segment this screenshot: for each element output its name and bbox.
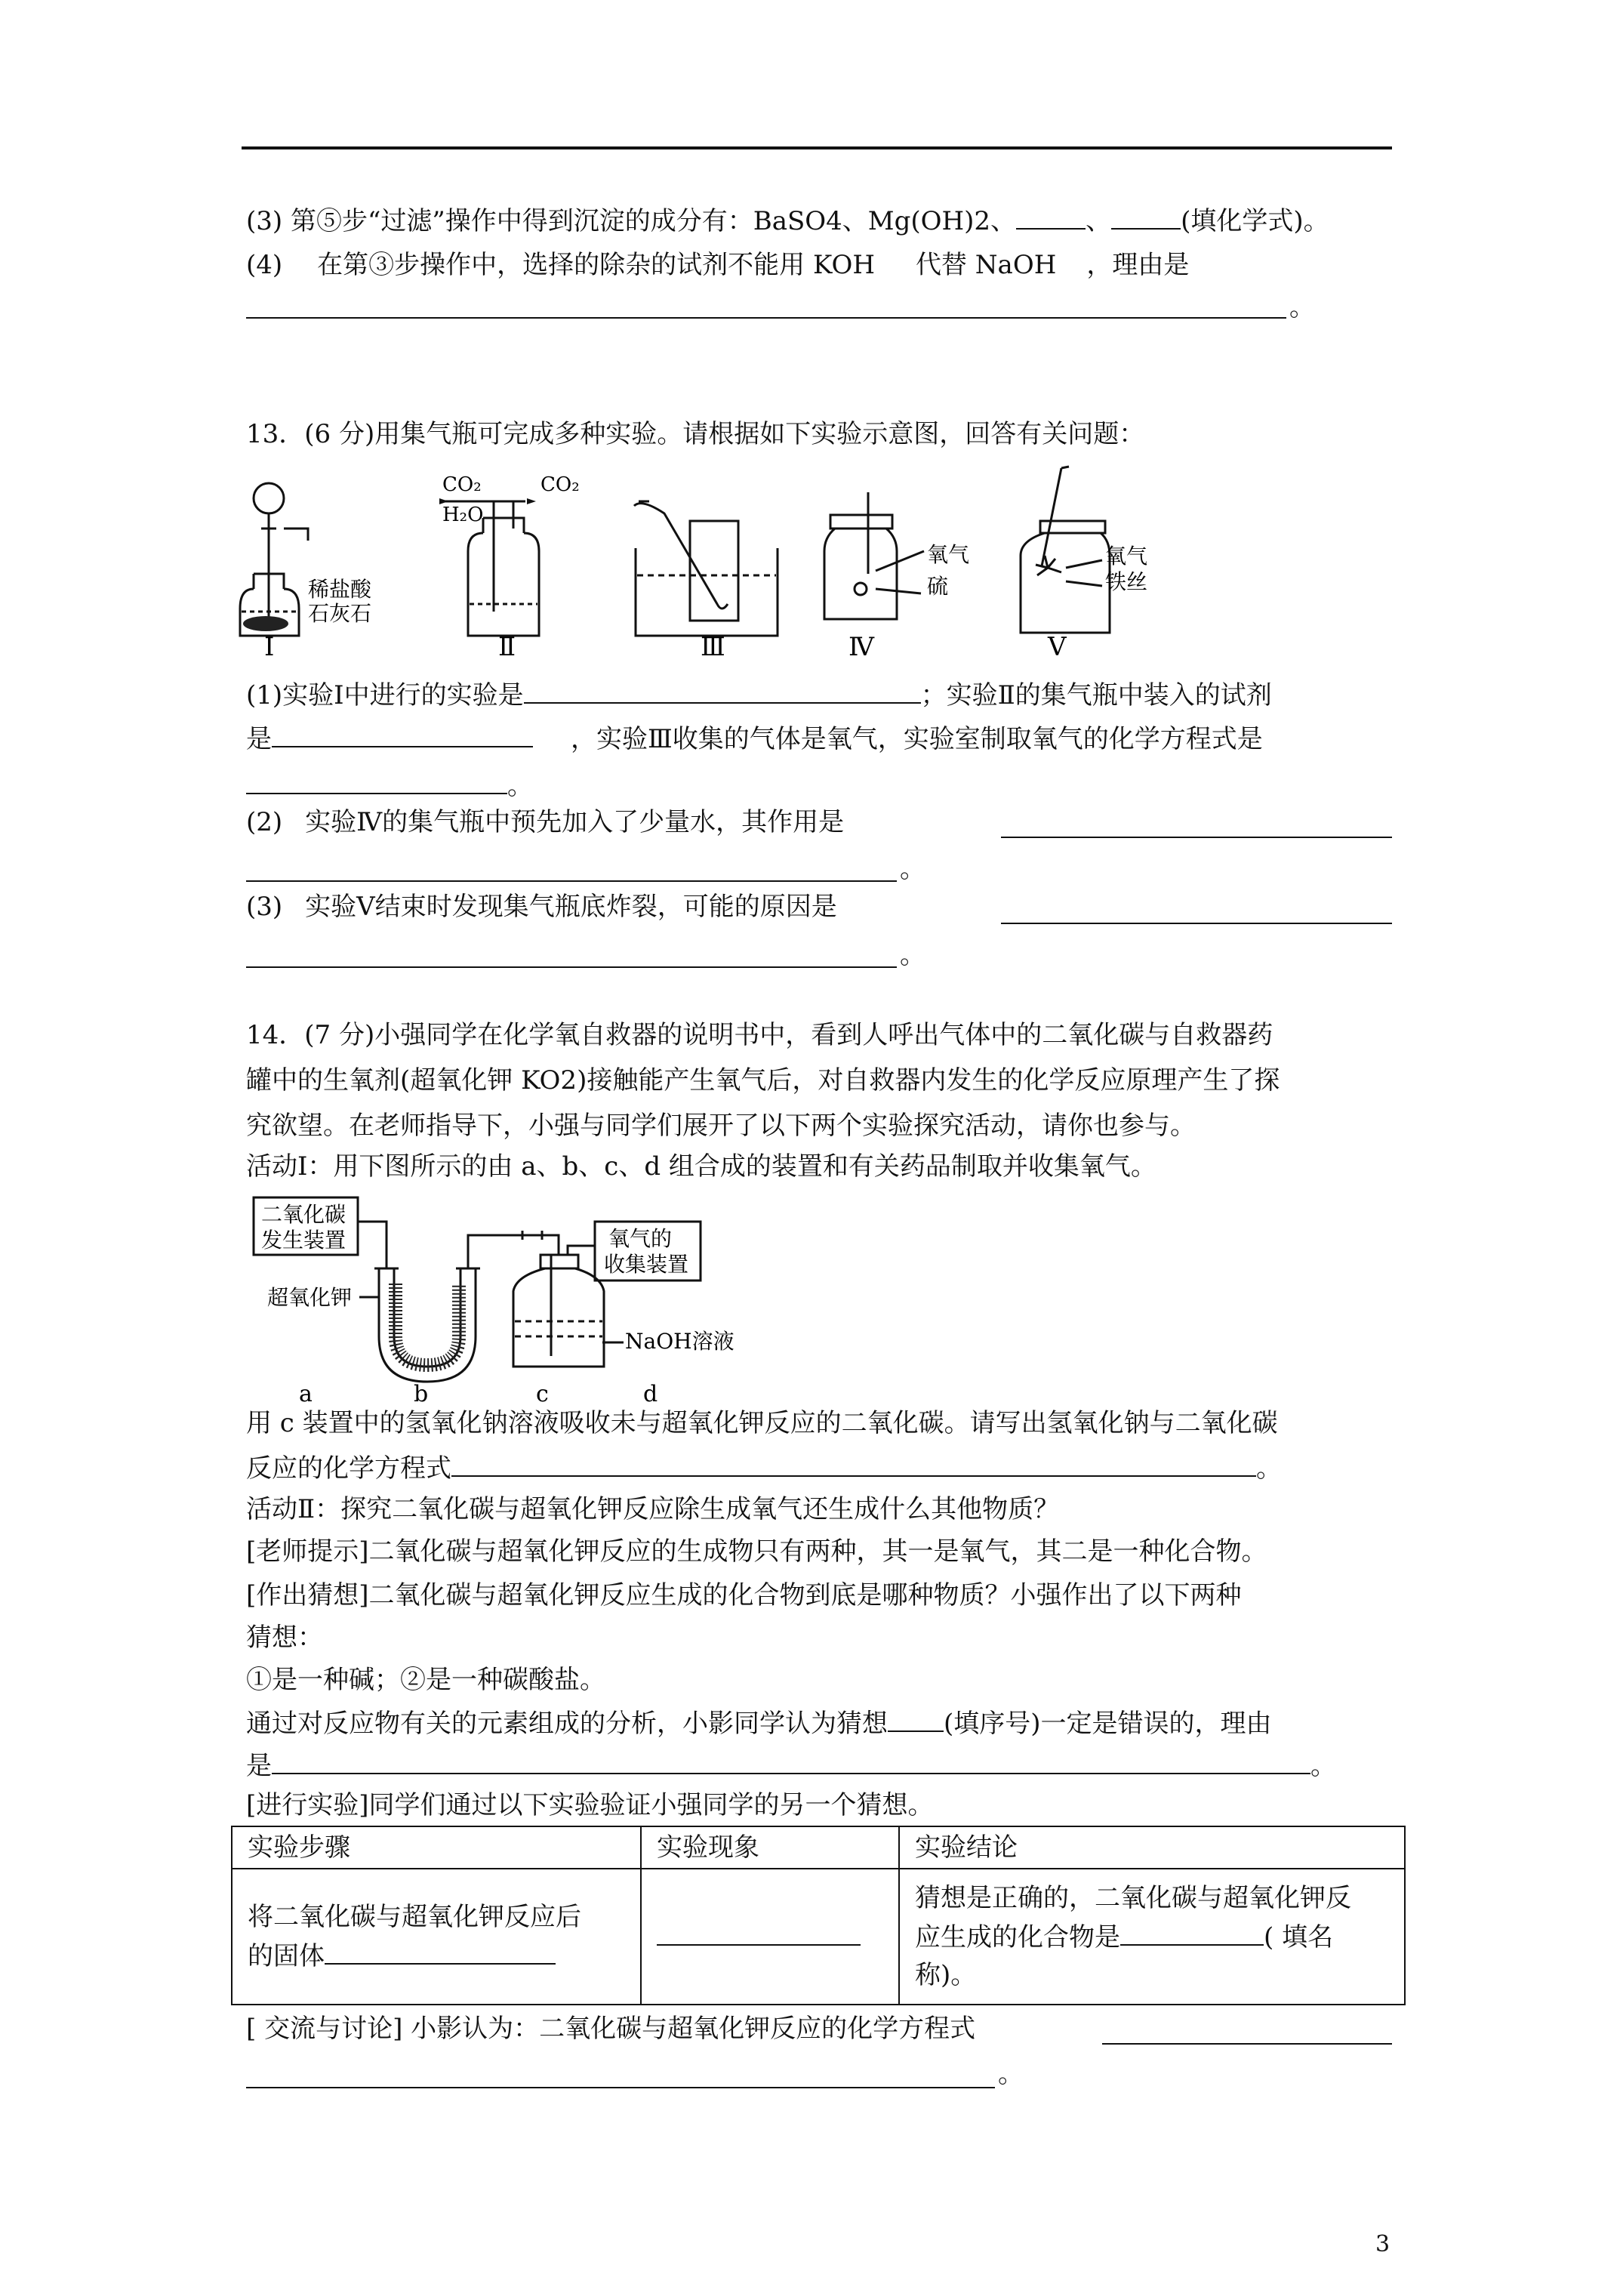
fig4-label-sulfur: 硫: [927, 574, 949, 599]
q13-part1-line2: 是 ，实验Ⅲ收集的气体是氧气，实验室制取氧气的化学方程式是: [246, 719, 1263, 757]
fig-letter-c: c: [536, 1381, 549, 1407]
q14-analysis-1: 通过对反应物有关的元素组成的分析，小影同学认为猜想 (填序号)一定是错误的，理由: [246, 1703, 1272, 1741]
q13-part3-end: 。: [900, 940, 925, 970]
fig-box2-line1: 氧气的: [608, 1226, 673, 1251]
fig-numeral-4: Ⅳ: [848, 632, 874, 662]
experiment-table: [231, 1826, 1406, 2005]
q14-activity-2: 活动Ⅱ：探究二氧化碳与超氧化钾反应除生成氧气还生成什么其他物质？: [246, 1494, 1060, 1524]
q12-part3: (3) 第⑤步“过滤”操作中得到沉淀的成分有：BaSO4、Mg(OH)2、 、 (填化学式)。: [246, 201, 1329, 239]
fig-box1-line1: 二氧化碳: [261, 1202, 346, 1227]
fig-label-ko2: 超氧化钾: [267, 1285, 353, 1310]
table-cell-phenomenon[interactable]: [641, 1869, 899, 2005]
fig-numeral-1: Ⅰ: [264, 632, 275, 662]
q14-analysis-2: 是 。: [246, 1746, 1336, 1783]
q13-part2: (2) 实验Ⅳ的集气瓶中预先加入了少量水，其作用是: [246, 807, 845, 837]
table-header-step: 实验步骤: [232, 1826, 641, 1869]
q13-stem: 13．(6 分)用集气瓶可完成多种实验。请根据如下实验示意图，回答有关问题：: [246, 419, 1145, 449]
fig-label-naoh: NaOH溶液: [625, 1329, 735, 1354]
q14-discussion-line-a[interactable]: [1102, 2043, 1392, 2045]
q13-part3: (3) 实验Ⅴ结束时发现集气瓶底炸裂，可能的原因是: [246, 892, 837, 922]
q14-guess-1: [作出猜想]二氧化碳与超氧化钾反应生成的化合物到底是哪种物质？小强作出了以下两种: [246, 1580, 1242, 1610]
fig4-label-oxygen: 氧气: [927, 542, 970, 567]
table-header-conclusion: 实验结论: [899, 1826, 1405, 1869]
q13-part2-end: 。: [900, 854, 925, 884]
fig-numeral-5: Ⅴ: [1048, 632, 1067, 662]
fig1-label-acid: 稀盐酸: [308, 577, 372, 602]
q14-stem-3: 究欲望。在老师指导下，小强与同学们展开了以下两个实验探究活动，请你也参与。: [246, 1111, 1196, 1141]
q14-discussion: [ 交流与讨论] 小影认为：二氧化碳与超氧化钾反应的化学方程式: [246, 2014, 976, 2044]
q14-discussion-end: 。: [998, 2059, 1024, 2089]
q12-end: 。: [1289, 292, 1315, 322]
q13-part1-line1: (1)实验Ⅰ中进行的实验是 ；实验Ⅱ的集气瓶中装入的试剂: [246, 675, 1272, 713]
table-cell-step: 将二氧化碳与超氧化钾反应后 的固体: [232, 1869, 641, 2005]
fig-numeral-3: Ⅲ: [701, 632, 725, 662]
q14-experiment-intro: [进行实验]同学们通过以下实验验证小强同学的另一个猜想。: [246, 1790, 934, 1820]
fig-numeral-2: Ⅱ: [498, 632, 516, 662]
page-number: 3: [1375, 2231, 1390, 2257]
q14-guess-2: 猜想：: [246, 1623, 323, 1653]
q14-discussion-line-b[interactable]: [246, 2087, 995, 2088]
fig-letter-d: d: [643, 1381, 658, 1407]
q14-stem-1: 14．(7 分)小强同学在化学氧自救器的说明书中，看到人呼出气体中的二氧化碳与自救器药: [246, 1020, 1273, 1050]
fig2-label-h2o: H₂O: [442, 504, 484, 526]
table-cell-conclusion: 猜想是正确的，二氧化碳与超氧化钾反 应生成的化合物是 ( 填名 称)。: [899, 1869, 1405, 2005]
fig5-label-iron: 铁丝: [1105, 569, 1148, 594]
q14-guess-3: ①是一种碱；②是一种碳酸盐。: [246, 1665, 605, 1695]
table-header-phenomenon: 实验现象: [641, 1826, 899, 1869]
fig1-label-limestone: 石灰石: [308, 601, 372, 626]
q13-part1-line3: 。: [246, 766, 533, 803]
q14-teacher-hint: [老师提示]二氧化碳与超氧化钾反应的生成物只有两种，其一是氧气，其二是一种化合物。: [246, 1536, 1267, 1567]
q12-part4: (4) 在第③步操作中，选择的除杂的试剂不能用 KOH 代替 NaOH ，理由是: [246, 250, 1190, 280]
q14-stem-2: 罐中的生氧剂(超氧化钾 KO2)接触能产生氧气后，对自救器内发生的化学反应原理产生了探: [246, 1065, 1280, 1096]
fig-letter-a: a: [299, 1381, 313, 1407]
q14-c-line1: 用 c 装置中的氢氧化钠溶液吸收未与超氧化钾反应的二氧化碳。请写出氢氧化钠与二氧化碳: [246, 1408, 1278, 1438]
fig-box1-line2: 发生装置: [261, 1228, 346, 1253]
q14-c-line2: 反应的化学方程式 。: [246, 1448, 1282, 1486]
fig5-label-oxygen: 氧气: [1105, 544, 1148, 569]
fig-letter-b: b: [414, 1381, 429, 1407]
fig-box2-line2: 收集装置: [604, 1252, 689, 1277]
fig2-label-co2-in: CO₂: [442, 473, 482, 496]
fig2-label-co2-out: CO₂: [540, 473, 580, 496]
q14-activity-1: 活动Ⅰ：用下图所示的由 a、b、c、d 组合成的装置和有关药品制取并收集氧气。: [246, 1151, 1156, 1182]
